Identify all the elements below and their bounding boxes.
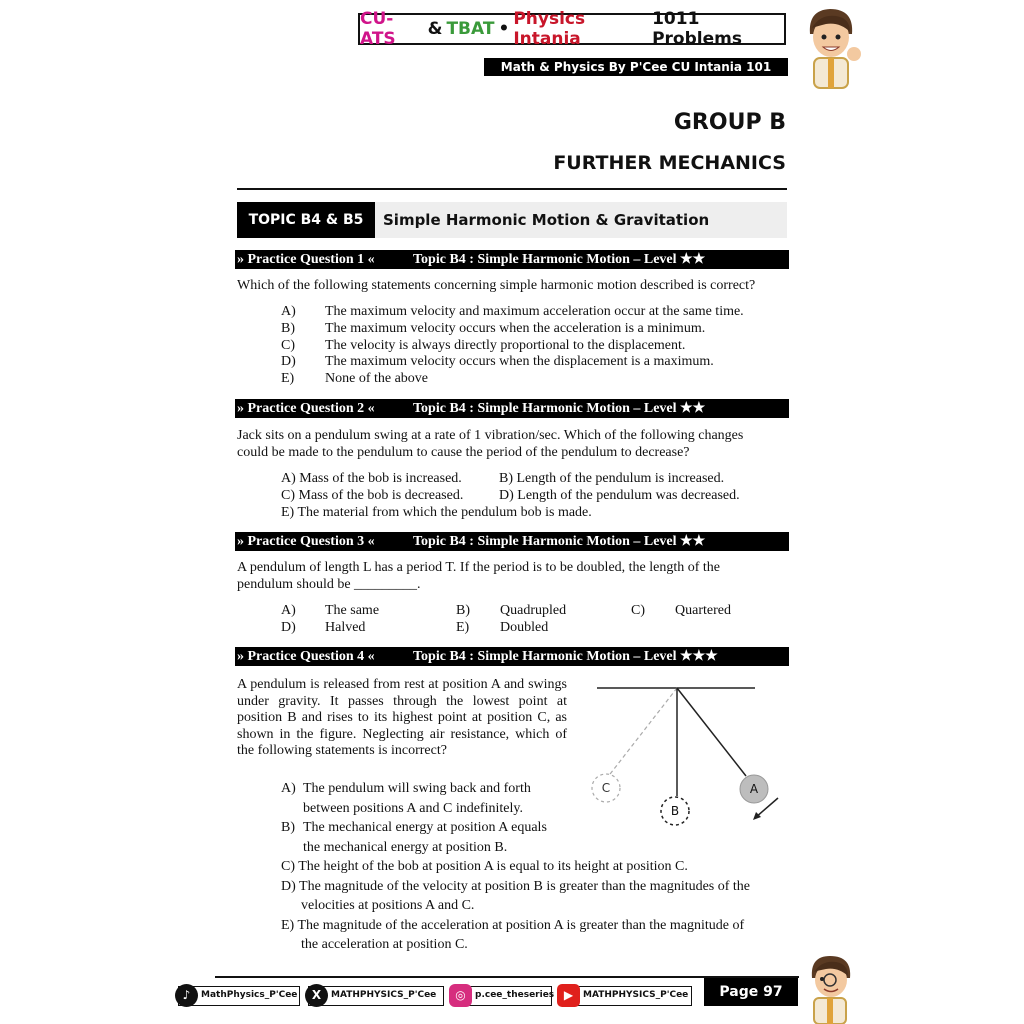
question-2-label: » Practice Question 2 « [237, 401, 375, 416]
option-text: The pendulum will swing back and forth [303, 781, 531, 796]
option-row [281, 857, 791, 877]
stem-line: pendulum should be _________. [237, 576, 421, 592]
option-row [281, 620, 781, 637]
youtube-icon: ▶ [557, 984, 580, 1007]
tiktok-icon: ♪ [175, 984, 198, 1007]
brand-physics-intania: Physics Intania [513, 9, 586, 49]
option-text: The magnitude of the acceleration at position A is greater than the magnitude of [297, 917, 745, 933]
instagram-icon: ◎ [449, 984, 472, 1007]
option-key: E) [281, 371, 295, 387]
x-link[interactable] [308, 986, 444, 1006]
option-key: B) [456, 603, 470, 618]
option-text: Quadrupled [500, 603, 567, 618]
x-handle: MATHPHYSICS_P'Cee [331, 990, 437, 1000]
x-icon: X [305, 984, 328, 1007]
option-row [281, 304, 744, 321]
brand-cu-ats: CU-ATS [360, 9, 396, 49]
option-text: The magnitude of the velocity at position B is greater than the magnitudes of the [299, 878, 751, 894]
bob-a-label: A [749, 782, 759, 796]
question-3-stem [237, 560, 720, 593]
question-4-topic: Topic B4 : Simple Harmonic Motion – Level ★★★ [413, 649, 718, 664]
option-row [281, 916, 791, 936]
question-2-options [281, 471, 781, 521]
question-1-stem: Which of the following statements concerning simple harmonic motion described is correct? [237, 278, 756, 293]
option-key: D) [281, 619, 296, 635]
option-key: D) [281, 878, 296, 894]
question-1-options [281, 304, 744, 388]
question-3-bar [235, 532, 789, 551]
brand-tbat: TBAT [446, 19, 495, 39]
option-row [281, 779, 791, 799]
option-text: E) The material from which the pendulum bob is made. [281, 504, 592, 520]
instagram-link[interactable] [452, 986, 555, 1006]
option-text: velocities at positions A and C. [301, 898, 475, 913]
question-4-options [281, 779, 791, 955]
option-text: C) Mass of the bob is decreased. [281, 487, 464, 503]
option-text: the acceleration at position C. [301, 937, 468, 952]
page-number: Page 97 [704, 978, 798, 1006]
option-key: C) [281, 337, 295, 353]
option-key: E) [456, 619, 470, 635]
option-key: B) [281, 320, 295, 336]
option-row [281, 488, 781, 505]
option-row [281, 877, 791, 897]
question-2-stem [237, 428, 743, 461]
option-row [281, 818, 791, 838]
header-subtitle: Math & Physics By P'Cee CU Intania 101 (Hons) [484, 58, 788, 76]
topic-title: Simple Harmonic Motion & Gravitation [383, 211, 710, 229]
question-3-label: » Practice Question 3 « [237, 534, 375, 549]
option-key: C) [631, 603, 645, 618]
option-text: The mechanical energy at position A equals [303, 820, 547, 835]
option-row [281, 371, 744, 388]
mascot-avatar-top [796, 4, 866, 90]
header-title-box [358, 9, 786, 49]
question-1-bar [235, 250, 789, 269]
option-text: B) Length of the pendulum is increased. [499, 471, 725, 486]
option-key: A) [281, 603, 296, 618]
option-key: D) [281, 354, 296, 370]
option-row [281, 354, 744, 371]
brand-bullet: • [498, 19, 510, 39]
pendulum-string-c [607, 688, 677, 778]
option-text: the mechanical energy at position B. [303, 839, 508, 855]
divider [237, 188, 787, 190]
question-1-topic: Topic B4 : Simple Harmonic Motion – Level ★★ [413, 252, 706, 267]
youtube-link[interactable] [560, 986, 692, 1006]
option-text: Quartered [675, 603, 731, 618]
option-text: The same [325, 603, 380, 618]
group-title: GROUP B [673, 110, 786, 135]
question-3-topic: Topic B4 : Simple Harmonic Motion – Level ★★ [413, 534, 706, 549]
option-key: A) [281, 781, 296, 796]
question-2-bar [235, 399, 789, 418]
option-text: None of the above [325, 371, 429, 387]
option-text: The maximum velocity occurs when the acceleration is a minimum. [325, 320, 706, 336]
topic-tag: TOPIC B4 & B5 [237, 202, 375, 238]
question-1-label: » Practice Question 1 « [237, 252, 375, 267]
tiktok-link[interactable] [178, 986, 300, 1006]
option-text: The height of the bob at position A is equal to its height at position C. [298, 859, 688, 874]
tiktok-handle: MathPhysics_P'Cee [201, 990, 298, 1000]
option-text: Doubled [500, 619, 549, 635]
mascot-avatar-bottom [800, 952, 862, 1024]
stem-line: could be made to the pendulum to cause the period of the pendulum to decrease? [237, 444, 690, 460]
option-text: The velocity is always directly proportional to the displacement. [325, 337, 686, 353]
stem-line: A pendulum of length L has a period T. If the period is to be doubled, the length of the [237, 560, 721, 575]
group-subtitle: FURTHER MECHANICS [553, 152, 786, 174]
option-text: A) Mass of the bob is increased. [281, 471, 462, 486]
option-row [281, 471, 781, 488]
brand-amp: & [427, 19, 443, 39]
option-row [281, 321, 744, 338]
option-text: The maximum velocity occurs when the displacement is a maximum. [325, 354, 714, 370]
stem-line: Jack sits on a pendulum swing at a rate of 1 vibration/sec. Which of the following changes [237, 428, 744, 443]
brand-1011-problems: 1011 Problems [652, 9, 742, 49]
instagram-handle: p.cee_theseries [475, 990, 555, 1000]
option-key: A) [281, 304, 296, 319]
youtube-handle: MATHPHYSICS_P'Cee [583, 990, 689, 1000]
question-4-bar [235, 647, 789, 666]
pendulum-string-a [677, 688, 746, 776]
question-3-options [281, 603, 781, 637]
option-text: D) Length of the pendulum was decreased. [499, 487, 740, 503]
bob-c-label: C [601, 781, 611, 795]
option-row [281, 603, 781, 620]
question-4-label: » Practice Question 4 « [237, 649, 375, 664]
option-key: C) [281, 859, 295, 874]
question-4-stem: A pendulum is released from rest at position A and swings under gravity. It passes through the lowest point at position B and rises to its highest point at position C, as shown in the figure. Neglecting air resistance, which of the following statements is incorrect? [237, 677, 567, 758]
option-key: B) [281, 820, 295, 835]
option-key: E) [281, 917, 295, 933]
question-2-topic: Topic B4 : Simple Harmonic Motion – Level ★★ [413, 401, 706, 416]
bob-b-label: B [670, 804, 680, 818]
option-text: The maximum velocity and maximum acceleration occur at the same time. [325, 304, 744, 319]
option-text: between positions A and C indefinitely. [303, 800, 523, 816]
option-row [281, 505, 781, 522]
option-row [281, 338, 744, 355]
option-text: Halved [325, 619, 366, 635]
